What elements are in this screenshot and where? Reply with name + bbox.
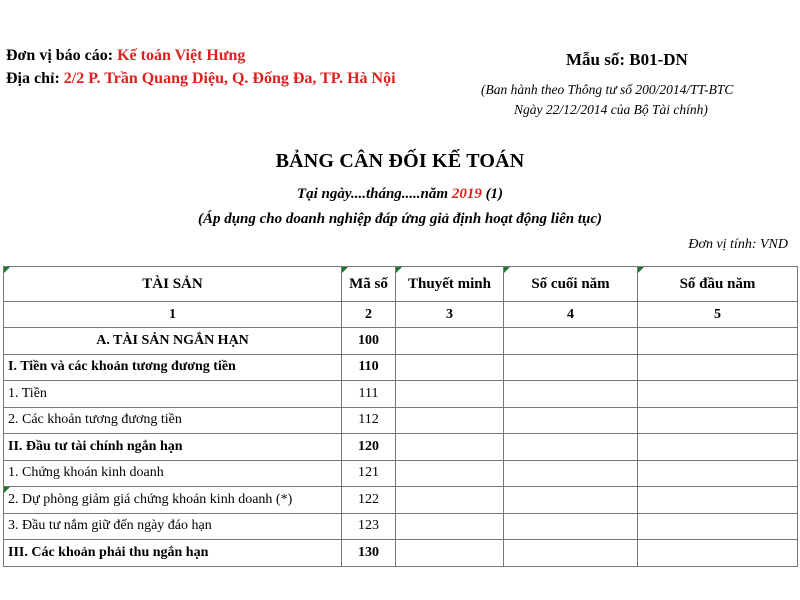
header-assets[interactable]: TÀI SẢN (4, 267, 342, 302)
reporting-unit-label: Đơn vị báo cáo: (6, 47, 114, 64)
row-code[interactable]: 122 (342, 487, 396, 514)
row-year-start-cell[interactable] (638, 540, 798, 567)
row-year-start-cell[interactable] (638, 328, 798, 355)
row-notes-cell[interactable] (396, 328, 504, 355)
row-notes-cell[interactable] (396, 434, 504, 461)
table-row (4, 381, 798, 408)
reporting-unit-name: Kế toán Việt Hưng (117, 47, 246, 64)
row-name[interactable]: III. Các khoản phải thu ngắn hạn (4, 540, 342, 567)
row-notes-cell[interactable] (396, 540, 504, 567)
table-row (4, 434, 798, 461)
row-year-end-cell[interactable] (504, 434, 638, 461)
column-number[interactable]: 2 (342, 302, 396, 328)
row-notes-cell[interactable] (396, 381, 504, 408)
row-code[interactable]: 112 (342, 407, 396, 434)
currency-unit: Đơn vị tính: VND (688, 237, 788, 252)
row-year-end-cell[interactable] (504, 381, 638, 408)
row-year-start-cell[interactable] (638, 354, 798, 381)
address (6, 70, 396, 88)
row-name[interactable]: 1. Chứng khoán kinh doanh (4, 460, 342, 487)
address-value: 2/2 P. Trần Quang Diệu, Q. Đống Đa, TP. Hà Nội (63, 70, 396, 87)
row-year-end-cell[interactable] (504, 328, 638, 355)
row-year-end-cell[interactable] (504, 407, 638, 434)
header-year-end[interactable]: Số cuối năm (504, 267, 638, 302)
page-subtitle: (Áp dụng cho doanh nghiệp đáp ứng giả định hoạt động liên tục) (197, 211, 603, 227)
report-date-line (0, 186, 800, 203)
table-row (4, 328, 798, 355)
row-notes-cell[interactable] (396, 513, 504, 540)
column-number[interactable]: 3 (396, 302, 504, 328)
row-year-end-cell[interactable] (504, 460, 638, 487)
row-name[interactable]: 3. Đầu tư nắm giữ đến ngày đáo hạn (4, 513, 342, 540)
form-note-circular: (Ban hành theo Thông tư số 200/2014/TT-BTC (481, 82, 734, 97)
header-year-start[interactable]: Số đầu năm (638, 267, 798, 302)
row-notes-cell[interactable] (396, 487, 504, 514)
table-row (4, 513, 798, 540)
row-year-end-cell[interactable] (504, 354, 638, 381)
page-title: BẢNG CÂN ĐỐI KẾ TOÁN (275, 150, 525, 172)
reporting-unit (6, 47, 245, 65)
row-notes-cell[interactable] (396, 460, 504, 487)
row-name[interactable]: 2. Dự phòng giảm giá chứng khoán kinh doanh (*) (4, 487, 342, 514)
table-row (4, 540, 798, 567)
row-year-end-cell[interactable] (504, 487, 638, 514)
balance-sheet-table (3, 266, 798, 567)
page-bottom-margin (0, 574, 800, 600)
form-number: Mẫu số: B01-DN (566, 50, 688, 69)
table-row (4, 354, 798, 381)
column-number[interactable]: 5 (638, 302, 798, 328)
row-code[interactable]: 111 (342, 381, 396, 408)
row-notes-cell[interactable] (396, 407, 504, 434)
row-year-end-cell[interactable] (504, 540, 638, 567)
row-notes-cell[interactable] (396, 354, 504, 381)
column-number-row (4, 302, 798, 328)
row-code[interactable]: 130 (342, 540, 396, 567)
report-date-suffix: (1) (485, 186, 504, 202)
row-name[interactable]: 2. Các khoản tương đương tiền (4, 407, 342, 434)
row-year-start-cell[interactable] (638, 487, 798, 514)
row-code[interactable]: 110 (342, 354, 396, 381)
row-year-end-cell[interactable] (504, 513, 638, 540)
row-code[interactable]: 100 (342, 328, 396, 355)
row-name[interactable]: 1. Tiền (4, 381, 342, 408)
report-date-prefix: Tại ngày....tháng.....năm (296, 186, 449, 202)
address-label: Địa chỉ: (6, 70, 60, 87)
table-header-row (4, 267, 798, 302)
row-year-start-cell[interactable] (638, 434, 798, 461)
column-number[interactable]: 1 (4, 302, 342, 328)
row-code[interactable]: 121 (342, 460, 396, 487)
row-name[interactable]: II. Đầu tư tài chính ngắn hạn (4, 434, 342, 461)
row-year-start-cell[interactable] (638, 407, 798, 434)
form-note-date: Ngày 22/12/2014 của Bộ Tài chính) (514, 102, 708, 117)
report-year: 2019 (451, 186, 482, 202)
row-year-start-cell[interactable] (638, 460, 798, 487)
table-row (4, 460, 798, 487)
row-name[interactable]: A. TÀI SẢN NGẮN HẠN (4, 328, 342, 355)
row-code[interactable]: 123 (342, 513, 396, 540)
table-row (4, 487, 798, 514)
row-code[interactable]: 120 (342, 434, 396, 461)
row-year-start-cell[interactable] (638, 513, 798, 540)
row-year-start-cell[interactable] (638, 381, 798, 408)
column-number[interactable]: 4 (504, 302, 638, 328)
header-notes[interactable]: Thuyết minh (396, 267, 504, 302)
row-name[interactable]: I. Tiền và các khoản tương đương tiền (4, 354, 342, 381)
table-row (4, 407, 798, 434)
header-code[interactable]: Mã số (342, 267, 396, 302)
